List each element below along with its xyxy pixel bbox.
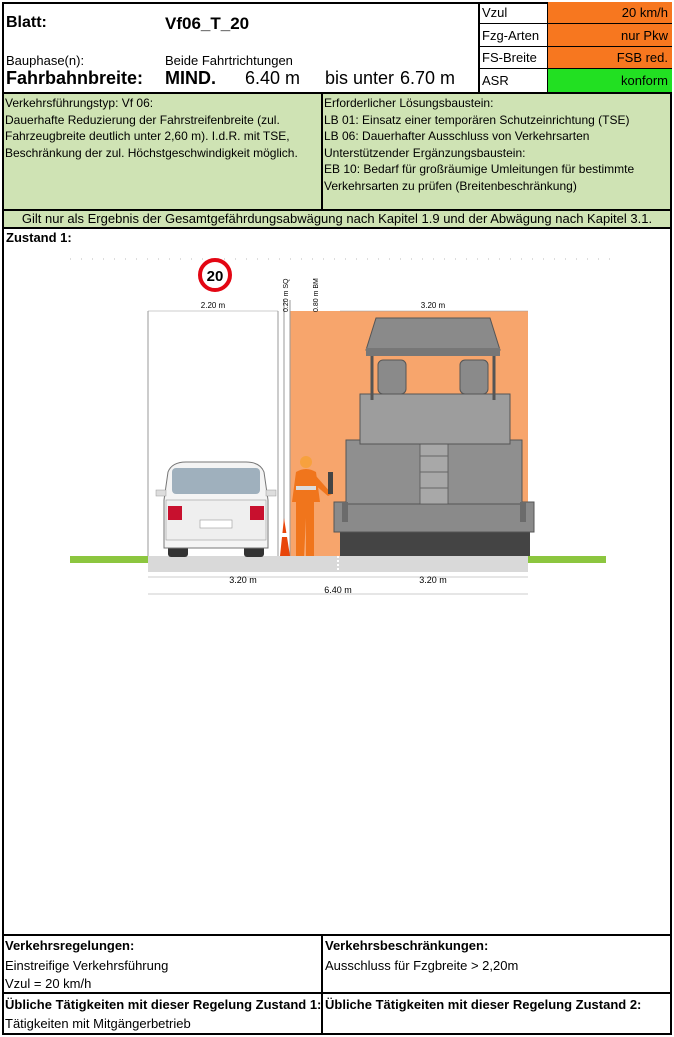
dim-sq-label: 0.20 m SQ (283, 278, 290, 312)
vf-type-block (4, 94, 321, 209)
beschraenkungen-title: Verkehrsbeschränkungen: (325, 938, 489, 953)
status-label-fzg: Fzg-Arten (480, 24, 548, 47)
beschraenkungen-line: Ausschluss für Fzgbreite > 2,20m (325, 958, 519, 973)
status-table (480, 2, 672, 92)
traffic-cone-icon (280, 518, 290, 556)
status-label-fs: FS-Breite (480, 47, 548, 69)
blatt-label: Blatt: (6, 14, 47, 31)
speed-limit-sign-icon (200, 260, 230, 290)
loesung-title: Erforderlicher Lösungsbaustein: (324, 96, 494, 110)
dim-bottom-left: 3.20 m (229, 575, 257, 585)
speed-sign-text: 20 (206, 268, 224, 285)
loesung-line: LB 01: Einsatz einer temporären Schutzeinrichtung (TSE) (324, 112, 630, 127)
status-value-vzul: 20 km/h (548, 2, 672, 24)
bis-value: 6.70 m (400, 68, 456, 88)
bis-label: bis unter (325, 68, 395, 88)
vf-type-line: Dauerhafte Reduzierung der Fahrstreifenbreite (zul. (5, 112, 280, 127)
vf-type-title: Verkehrsführungstyp: Vf 06: (5, 96, 154, 110)
verge-left (70, 556, 148, 563)
loesung-line: LB 06: Dauerhafter Ausschluss von Verkehrsarten (324, 129, 590, 143)
vf-type-line: Fahrzeugbreite deutlich unter 2,60 m). I.d.R. mit TSE, (5, 129, 290, 143)
status-value-fzg: nur Pkw (548, 24, 672, 47)
vf-type-line: Beschränkung der zul. Höchstgeschwindigkeit möglich. (5, 145, 298, 160)
verge-right (528, 556, 606, 563)
bauphase-label: Bauphase(n): (6, 53, 85, 68)
status-label-vzul: Vzul (480, 2, 548, 24)
zustand-label: Zustand 1: (6, 230, 72, 245)
dim-bm-label: 0.80 m BM (313, 278, 320, 312)
taetigkeiten1-line: Tätigkeiten mit Mitgängerbetrieb (5, 1016, 191, 1031)
dim-bottom-right: 3.20 m (419, 575, 447, 585)
loesung-line: Unterstützender Ergänzungsbaustein: (324, 145, 526, 160)
status-value-fs: FSB red. (548, 47, 672, 69)
divider (2, 227, 672, 229)
dim-top-left: 2.20 m (200, 301, 226, 310)
regelungen-line: Einstreifige Verkehrsführung (5, 958, 169, 973)
blatt-value: Vf06_T_20 (165, 14, 250, 33)
cross-section-diagram (60, 250, 620, 600)
regelungen-title: Verkehrsregelungen: (5, 938, 135, 953)
divider (321, 934, 323, 1035)
status-label-asr: ASR (480, 69, 548, 92)
dim-top-right: 3.20 m (420, 301, 446, 310)
car-icon (156, 462, 276, 557)
divider (2, 934, 672, 936)
loesungsbaustein-block (323, 94, 670, 209)
taetigkeiten2-title: Übliche Tätigkeiten mit dieser Regelung Zustand 2: (325, 997, 642, 1012)
fahrbahnbreite-label: Fahrbahnbreite: (6, 68, 144, 88)
notice-bar: Gilt nur als Ergebnis der Gesamtgefährdungsabwägung nach Kapitel 1.9 und der Abwägung nach Kapitel 3.1. (4, 211, 670, 227)
status-value-asr: konform (548, 69, 672, 92)
loesung-line: Verkehrsarten zu prüfen (Breitenbeschränkung) (324, 178, 577, 193)
taetigkeiten1-title: Übliche Tätigkeiten mit dieser Regelung Zustand 1: (5, 997, 322, 1012)
bauphase-value: Beide Fahrtrichtungen (165, 53, 293, 68)
dim-total: 6.40 m (324, 585, 352, 595)
loesung-line: EB 10: Bedarf für großräumige Umleitungen für bestimmte (324, 162, 635, 176)
regelungen-line: Vzul = 20 km/h (5, 976, 92, 991)
mind-value: 6.40 m (245, 68, 301, 88)
divider (2, 992, 672, 994)
mind-label: MIND. (165, 68, 216, 88)
